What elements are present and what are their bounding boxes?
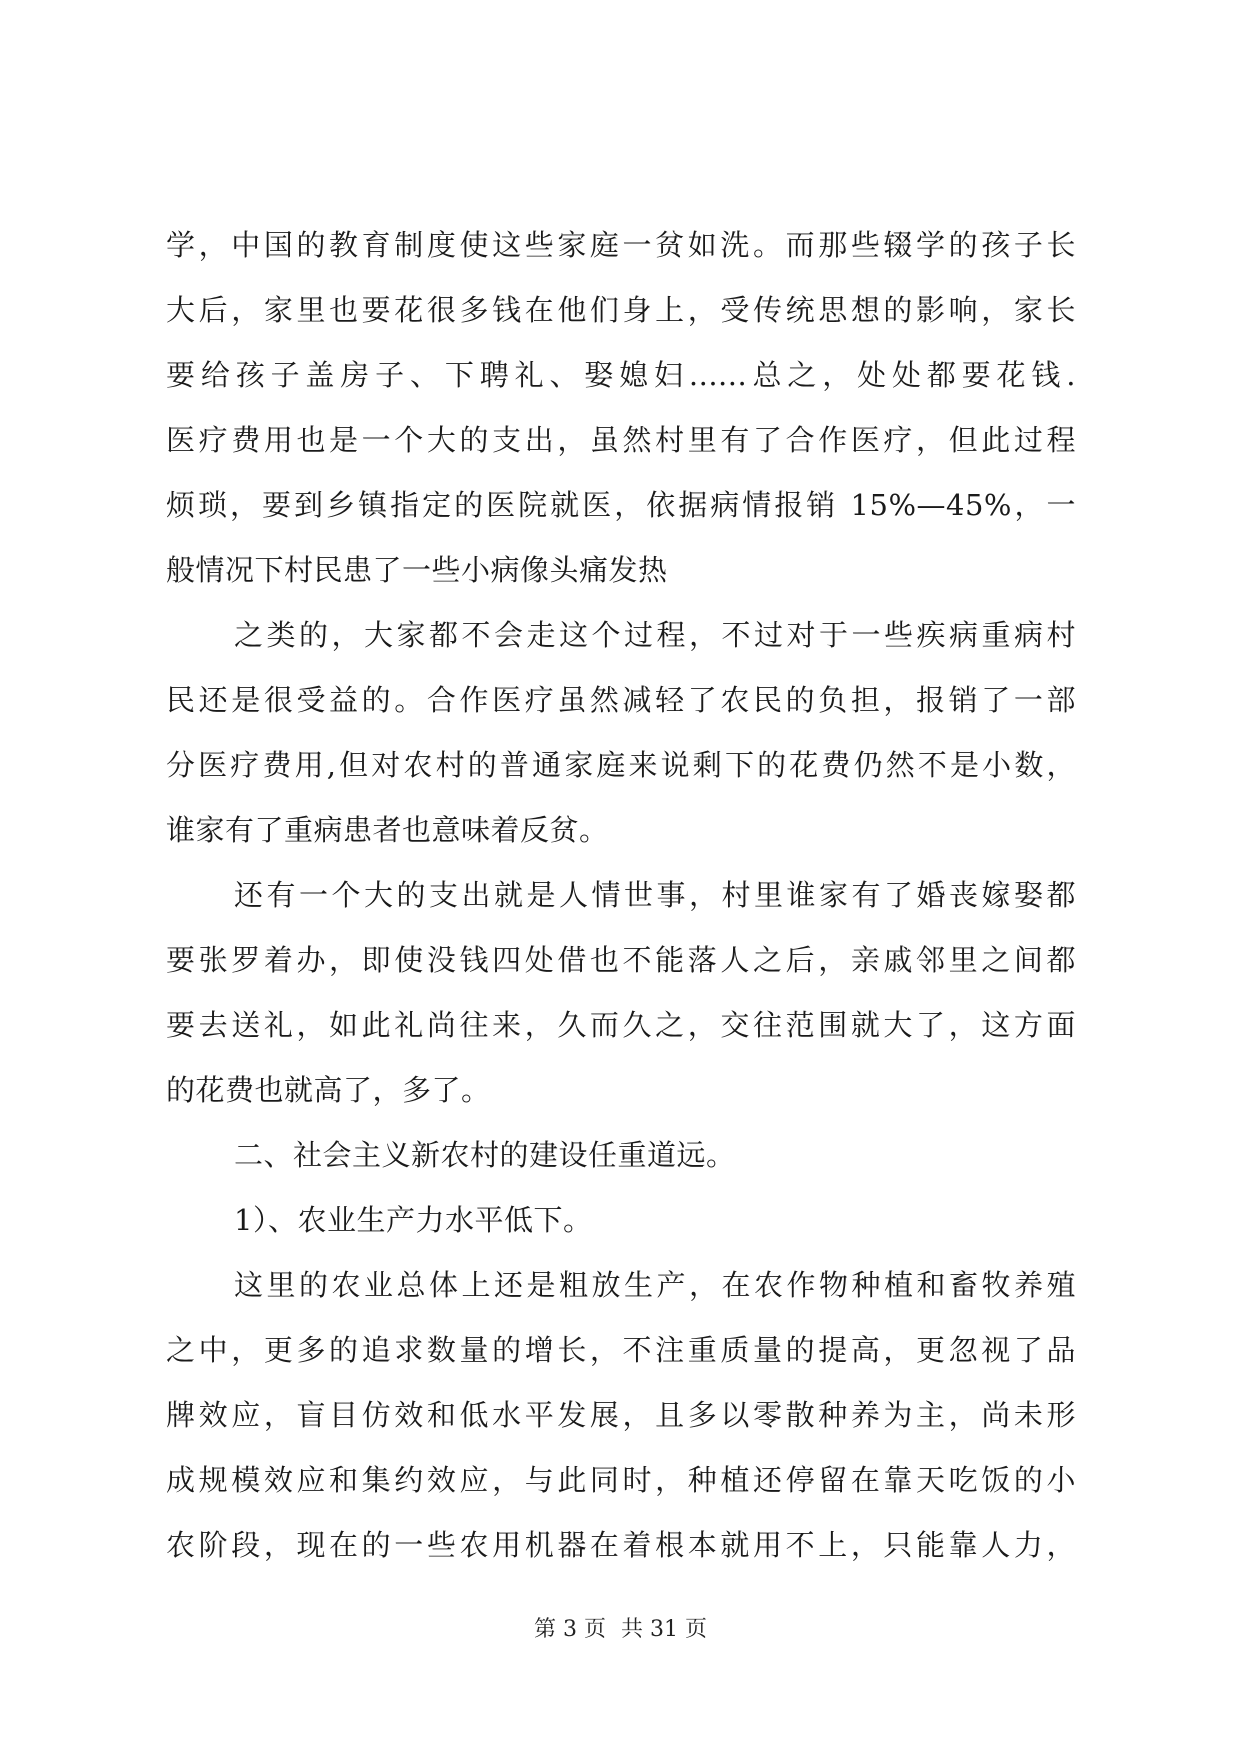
- text-line: 要给孩子盖房子、下聘礼、娶媳妇......总之，处处都要花钱.: [166, 358, 1076, 392]
- text-line: 农阶段，现在的一些农用机器在着根本就用不上，只能靠人力，: [166, 1528, 1076, 1562]
- paragraph-start-line: 还有一个大的支出就是人情世事，村里谁家有了婚丧嫁娶都: [234, 878, 1076, 912]
- text-line: 要张罗着办，即使没钱四处借也不能落人之后，亲戚邻里之间都: [166, 943, 1076, 977]
- text-line: 般情况下村民患了一些小病像头痛发热: [166, 553, 668, 587]
- page-footer: [0, 1612, 1241, 1643]
- subsection-heading: 1）、农业生产力水平低下。: [234, 1203, 593, 1237]
- text-line: 医疗费用也是一个大的支出，虽然村里有了合作医疗，但此过程: [166, 423, 1076, 457]
- text-line: 牌效应，盲目仿效和低水平发展，且多以零散种养为主，尚未形: [166, 1398, 1076, 1432]
- total-pages: 共 31 页: [621, 1617, 707, 1642]
- text-line: 的花费也就高了，多了。: [166, 1073, 491, 1107]
- text-line: 分医疗费用,但对农村的普通家庭来说剩下的花费仍然不是小数，: [166, 748, 1076, 782]
- section-heading: 二、社会主义新农村的建设任重道远。: [234, 1138, 736, 1172]
- text-line: 谁家有了重病患者也意味着反贫。: [166, 813, 609, 847]
- text-line: 民还是很受益的。合作医疗虽然减轻了农民的负担，报销了一部: [166, 683, 1076, 717]
- text-line: 烦琐，要到乡镇指定的医院就医，依据病情报销 15%—45%，一: [166, 488, 1076, 522]
- text-line: 成规模效应和集约效应，与此同时，种植还停留在靠天吃饭的小: [166, 1463, 1076, 1497]
- text-line: 要去送礼，如此礼尚往来，久而久之，交往范围就大了，这方面: [166, 1008, 1076, 1042]
- text-line: 大后，家里也要花很多钱在他们身上，受传统思想的影响，家长: [166, 293, 1076, 327]
- paragraph-start-line: 之类的，大家都不会走这个过程，不过对于一些疾病重病村: [234, 618, 1076, 652]
- page-number: 第 3 页: [534, 1617, 606, 1642]
- paragraph-start-line: 这里的农业总体上还是粗放生产，在农作物种植和畜牧养殖: [234, 1268, 1076, 1302]
- body-text: [166, 230, 1076, 1595]
- text-line: 之中，更多的追求数量的增长，不注重质量的提高，更忽视了品: [166, 1333, 1076, 1367]
- text-line: 学，中国的教育制度使这些家庭一贫如洗。而那些辍学的孩子长: [166, 228, 1076, 262]
